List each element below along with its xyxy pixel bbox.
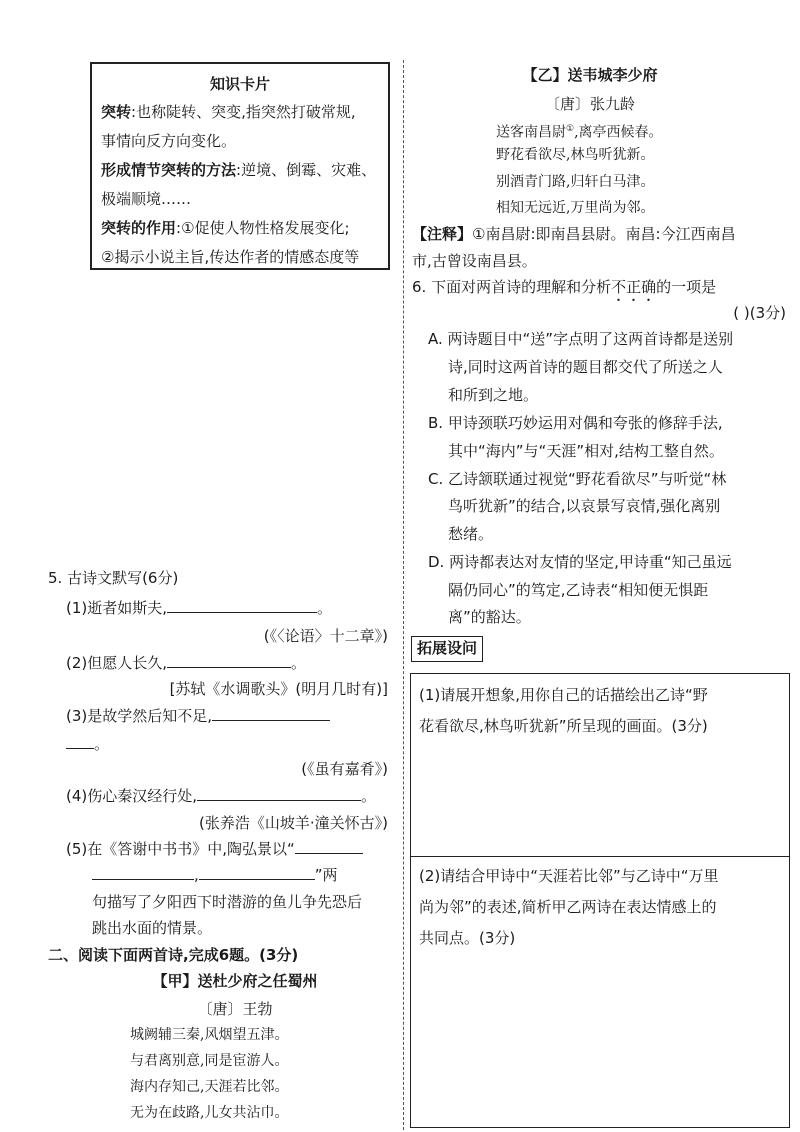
q6-stem-text: 6. 下面对两首诗的理解和分析 xyxy=(412,278,612,296)
column-divider xyxy=(403,60,404,1130)
note-label: 【注释】 xyxy=(412,225,473,243)
card-line xyxy=(101,98,379,127)
ext-question-2-line: 尚为邻”的表述,简析甲乙两诗在表达情感上的 xyxy=(419,898,717,916)
card-line: 事情向反方向变化。 xyxy=(101,132,237,150)
poem-yi-line xyxy=(496,118,663,144)
q5-item-3-source: (《虽有嘉肴》) xyxy=(301,760,388,778)
card-line xyxy=(101,214,379,243)
q5-item-5-line3: 句描写了夕阳西下时潜游的鱼儿争先恐后 xyxy=(92,893,363,911)
answer-blank[interactable] xyxy=(199,864,315,880)
q5-item-5 xyxy=(66,838,363,860)
card-title: 知识卡片 xyxy=(209,75,270,93)
q5-item-1 xyxy=(66,597,332,619)
q6-option-a[interactable]: A. 两诗题目中“送”字点明了这两首诗都是送别 xyxy=(428,330,734,348)
q5-item-2-source: [苏轼《水调歌头》(明月几时有)] xyxy=(169,680,388,698)
q6-option-b[interactable]: B. 甲诗颈联巧妙运用对偶和夸张的修辞手法, xyxy=(428,414,723,432)
ext-question-2 xyxy=(419,861,719,954)
q5-item-2-text: (2)但愿人长久, xyxy=(66,654,168,672)
poem-yi-line: 别酒青门路,归轩白马津。 xyxy=(496,174,655,190)
card-text: :也称陡转、突变,指突然打破常规, xyxy=(131,103,356,121)
answer-box-divider xyxy=(411,856,789,857)
card-term: 形成情节突转的方法 xyxy=(101,161,237,179)
q6-option-a-cont: 诗,同时这两首诗的题目都交代了所送之人 xyxy=(448,358,723,376)
card-term: 突转的作用 xyxy=(101,219,177,237)
q5-item-3-end: 。 xyxy=(94,735,110,753)
answer-blank[interactable] xyxy=(92,864,194,880)
q5-item-5-text: (5)在《答谢中书书》中,陶弘景以“ xyxy=(66,840,295,858)
answer-blank[interactable] xyxy=(66,733,94,749)
q5-item-2 xyxy=(66,652,306,674)
q5-title: 5. 古诗文默写(6分) xyxy=(48,569,179,587)
poem-jia-line: 与君离别意,同是宦游人。 xyxy=(130,1053,289,1069)
ext-question-1 xyxy=(419,680,708,742)
q5-item-5-line4: 跳出水面的情景。 xyxy=(92,919,213,937)
q5-item-2-end: 。 xyxy=(291,654,307,672)
q6-option-c-cont: 愁绪。 xyxy=(448,525,494,543)
footnote-marker: ① xyxy=(566,124,575,134)
answer-blank[interactable] xyxy=(295,838,363,854)
ext-question-2-line: (2)请结合甲诗中“天涯若比邻”与乙诗中“万里 xyxy=(419,867,719,885)
q5-item-3-cont xyxy=(66,733,109,755)
poem-yi-note xyxy=(412,223,736,245)
extension-tag: 拓展设问 xyxy=(411,636,483,662)
poem-jia-line: 城阙辅三秦,风烟望五津。 xyxy=(130,1027,289,1043)
ext-question-1-line: 花看欲尽,林鸟听犹新”所呈现的画面。(3分) xyxy=(419,717,708,735)
poem-yi-title: 【乙】送韦城李少府 xyxy=(522,66,658,84)
q6-option-d[interactable]: D. 两诗都表达对友情的坚定,甲诗重“知己虽远 xyxy=(428,553,732,571)
q5-item-3-text: (3)是故学然后知不足, xyxy=(66,707,213,725)
q6-option-c-cont: 鸟听犹新”的结合,以哀景写哀情,强化离别 xyxy=(448,497,721,515)
q6-stem xyxy=(412,276,716,305)
poem-yi-line-text: ,离亭西候春。 xyxy=(574,124,663,141)
extension-answer-box[interactable] xyxy=(410,673,790,1128)
q5-item-1-end: 。 xyxy=(317,599,333,617)
q6-option-d-cont: 离”的豁达。 xyxy=(448,608,531,626)
ext-question-2-line: 共同点。(3分) xyxy=(419,929,516,947)
q6-option-b-cont: 其中“海内”与“天涯”相对,结构工整自然。 xyxy=(448,442,724,460)
poem-jia-line: 海内存知己,天涯若比邻。 xyxy=(130,1079,289,1095)
q6-answer-paren[interactable]: ( )(3分) xyxy=(733,304,786,322)
poem-yi-line: 相知无远近,万里尚为邻。 xyxy=(496,200,655,216)
q6-option-c[interactable]: C. 乙诗颔联通过视觉“野花看欲尽”与听觉“林 xyxy=(428,470,727,488)
q5-item-1-text: (1)逝者如斯夫, xyxy=(66,599,168,617)
poem-jia-title: 【甲】送杜少府之任蜀州 xyxy=(152,972,318,990)
knowledge-card xyxy=(90,62,390,270)
q5-item-4-source: (张养浩《山坡羊·潼关怀古》) xyxy=(199,814,388,832)
card-text: :逆境、倒霉、灾难、 xyxy=(236,161,377,179)
card-text: :①促使人物性格发展变化; xyxy=(176,219,350,237)
answer-blank[interactable] xyxy=(212,705,330,721)
card-line: ②揭示小说主旨,传达作者的情感态度等 xyxy=(101,248,360,266)
q5-item-4-text: (4)伤心秦汉经行处, xyxy=(66,787,198,805)
card-line: 极端顺境…… xyxy=(101,190,192,208)
poem-yi-line: 野花看欲尽,林鸟听犹新。 xyxy=(496,147,655,163)
q5-item-4-end: 。 xyxy=(361,787,377,805)
section-2-title: 二、阅读下面两首诗,完成6题。(3分) xyxy=(48,946,299,964)
poem-yi-line-text: 送客南昌尉 xyxy=(496,124,566,141)
q5-item-1-source: (《〈论语〉十二章》) xyxy=(263,627,388,645)
card-line xyxy=(101,156,379,185)
q5-item-5-end: ”两 xyxy=(314,866,338,884)
card-term: 突转 xyxy=(101,103,132,121)
poem-yi-author: 〔唐〕张九龄 xyxy=(544,95,635,113)
q6-stem-text: 的一项是 xyxy=(656,278,717,296)
q5-item-4 xyxy=(66,785,376,807)
answer-blank[interactable] xyxy=(197,785,361,801)
poem-yi-note-cont: 市,古曾设南昌县。 xyxy=(412,252,537,270)
q5-item-3 xyxy=(66,705,330,727)
answer-blank[interactable] xyxy=(167,652,291,668)
q6-option-a-cont: 和所到之地。 xyxy=(448,386,539,404)
poem-jia-author: 〔唐〕王勃 xyxy=(197,1000,273,1018)
note-text: ①南昌尉:即南昌县尉。南昌:今江西南昌 xyxy=(472,225,736,243)
q5-item-5-blanks xyxy=(92,864,338,886)
ext-question-1-line: (1)请展开想象,用你自己的话描绘出乙诗“野 xyxy=(419,686,708,704)
q6-option-d-cont: 隔仍同心”的笃定,乙诗表“相知便无惧距 xyxy=(448,581,709,599)
poem-jia-line: 无为在歧路,儿女共沾巾。 xyxy=(130,1105,289,1121)
answer-blank[interactable] xyxy=(167,597,317,613)
q6-emphasis: 不正确 xyxy=(611,278,657,296)
q5-item-5-comma: , xyxy=(194,866,199,884)
